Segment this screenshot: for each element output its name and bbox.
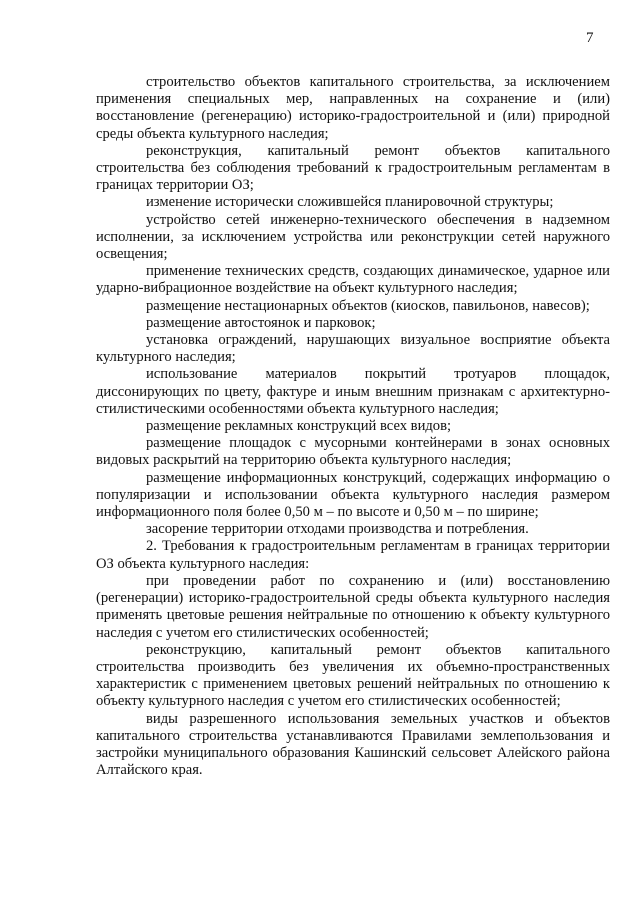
section-heading-requirements: 2. Требования к градостроительным регламентам в границах территории ОЗ объекта культурного наследия: [96, 538, 610, 572]
paragraph-requirement-reconstruction: реконструкцию, капитальный ремонт объектов капитального строительства производить без увеличения их объемно-пространственных характеристик с применением цветовых решений нейтральных по отношению к объекту культурного наследия с учетом его стилистических особенностей; [96, 641, 610, 710]
paragraph-prohibition-reconstruction: реконструкция, капитальный ремонт объектов капитального строительства без соблюдения требований к градостроительным регламентам в границах территории ОЗ; [96, 142, 610, 194]
paragraph-prohibition-paving-materials: использование материалов покрытий тротуаров площадок, диссонирующих по цвету, фактуре и иным внешним признакам с архитектурно-стилистическими особенностями объекта культурного наследия; [96, 366, 610, 417]
paragraph-requirement-permitted-use: виды разрешенного использования земельных участков и объектов капитального строительства устанавливаются Правилами землепользования и застройки муниципального образования Кашинский сельсовет Алейского района Алтайского края. [96, 710, 610, 779]
paragraph-prohibition-planning-structure: изменение исторически сложившейся планировочной структуры; [146, 194, 554, 211]
paragraph-requirement-color-solutions: при проведении работ по сохранению и (или) восстановлению (регенерации) историко-градостроительной среды объекта культурного наследия применять цветовые решения нейтральные по отношению к объекту культурного наследия с учетом его стилистических особенностей; [96, 572, 610, 641]
paragraph-prohibition-vibration: применение технических средств, создающих динамическое, ударное или ударно-вибрационное воздействие на объект культурного наследия; [96, 263, 610, 297]
paragraph-prohibition-info-signs: размещение информационных конструкций, содержащих информацию о популяризации и использовании объекта культурного наследия размером информационного поля более 0,50 м – по высоте и 0,50 м – по ширине; [96, 469, 610, 521]
paragraph-prohibition-kiosks: размещение нестационарных объектов (киосков, павильонов, навесов); [146, 297, 590, 314]
paragraph-prohibition-waste-containers: размещение площадок с мусорными контейнерами в зонах основных видовых раскрытий на территорию объекта культурного наследия; [96, 435, 610, 469]
paragraph-prohibition-parking: размещение автостоянок и парковок; [146, 314, 376, 331]
document-body [96, 74, 610, 779]
paragraph-prohibition-littering: засорение территории отходами производства и потребления. [146, 521, 529, 538]
paragraph-prohibition-advertising: размещение рекламных конструкций всех видов; [146, 418, 452, 435]
paragraph-prohibition-fences: установка ограждений, нарушающих визуальное восприятие объекта культурного наследия; [96, 332, 610, 366]
page-number: 7 [586, 30, 594, 46]
paragraph-prohibition-overhead-networks: устройство сетей инженерно-технического обеспечения в надземном исполнении, за исключением устройства или реконструкции сетей наружного освещения; [96, 211, 610, 263]
paragraph-prohibition-capital-construction: строительство объектов капитального строительства, за исключением применения специальных мер, направленных на сохранение и (или) восстановление (регенерацию) историко-градостроительной и (или) природной среды объекта культурного наследия; [96, 74, 610, 142]
